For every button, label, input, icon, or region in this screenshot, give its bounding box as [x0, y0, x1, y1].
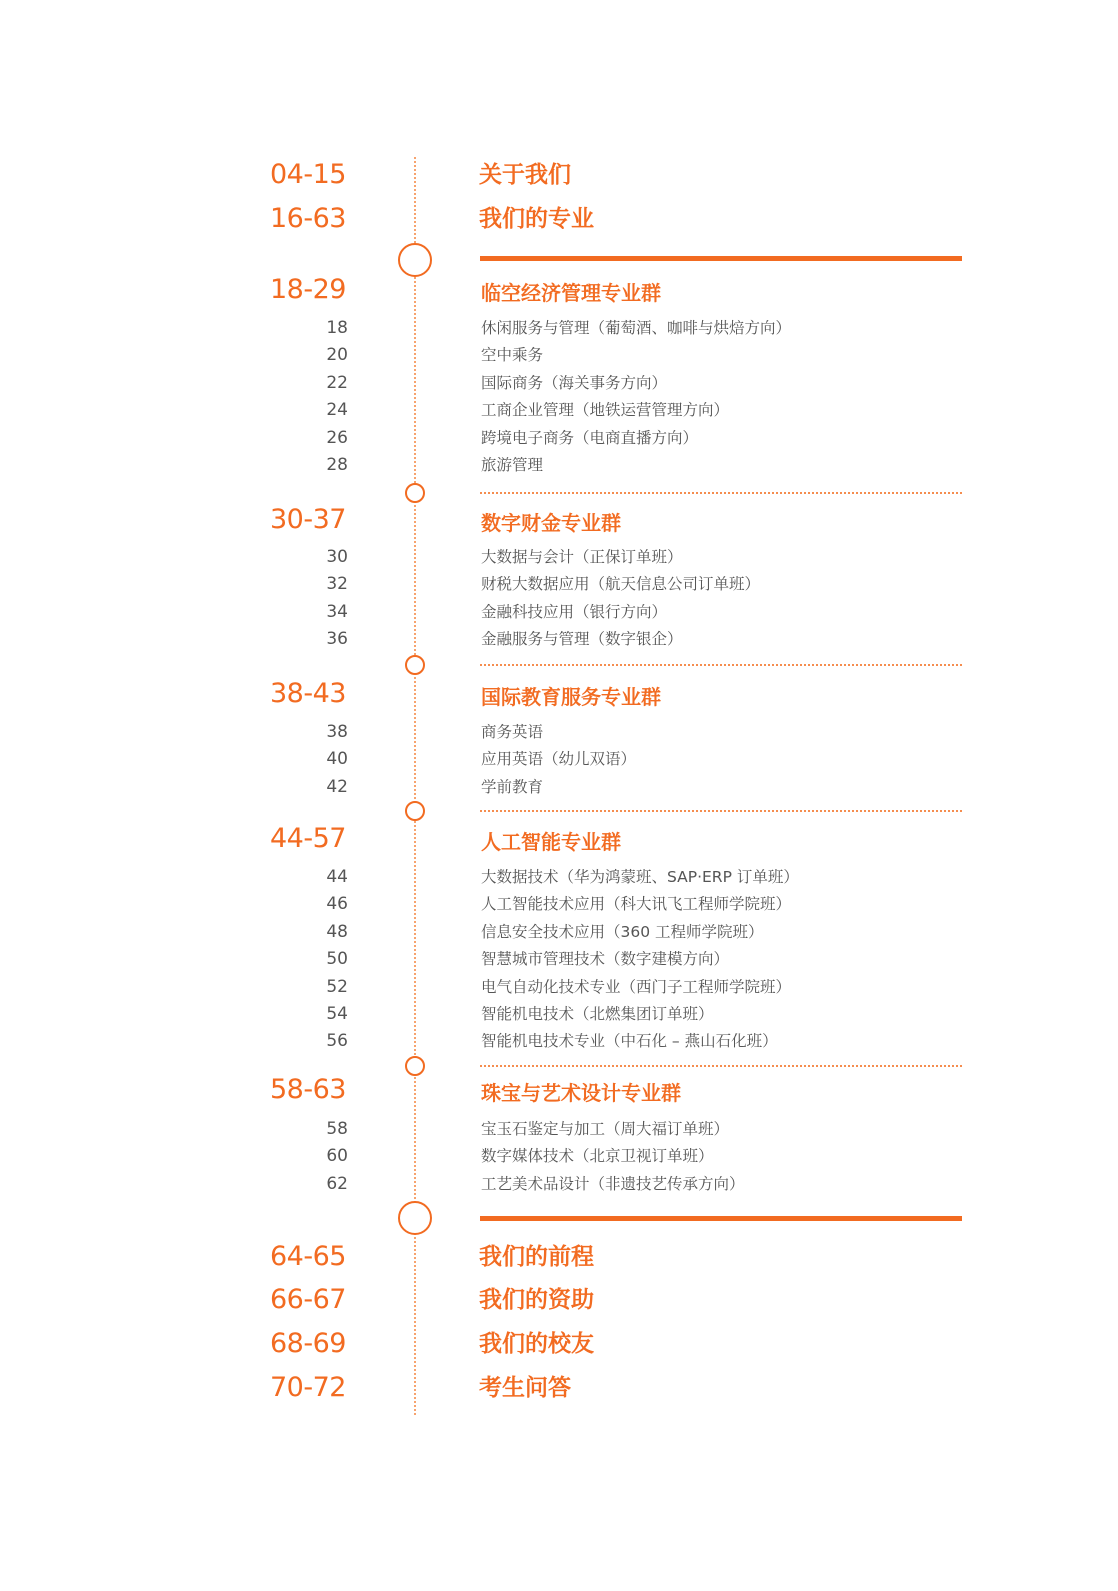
item-label[interactable]: 智能机电技术（北燃集团订单班） — [481, 1005, 714, 1023]
section-pages: 66-67 — [270, 1284, 346, 1315]
item-label[interactable]: 跨境电子商务（电商直播方向） — [481, 428, 699, 447]
item-page-number: 54 — [326, 1004, 348, 1024]
section-pages: 16-63 — [270, 203, 346, 234]
item-page-number: 36 — [326, 629, 348, 650]
item-label[interactable]: 大数据技术（华为鸿蒙班、SAP·ERP 订单班） — [481, 868, 799, 886]
section-pages: 04-15 — [270, 159, 346, 190]
item-page-number: 46 — [326, 894, 348, 915]
section-title[interactable]: 我们的前程 — [479, 1244, 594, 1270]
section-title[interactable]: 我们的校友 — [479, 1331, 594, 1357]
item-page-number: 24 — [326, 400, 348, 421]
item-page-number: 22 — [326, 372, 348, 393]
section-divider-bar — [480, 256, 962, 261]
section-title[interactable]: 关于我们 — [479, 162, 571, 188]
section-pages: 70-72 — [270, 1372, 346, 1403]
group-title[interactable]: 珠宝与艺术设计专业群 — [481, 1081, 681, 1105]
item-page-number: 34 — [326, 601, 348, 622]
section-title[interactable]: 我们的专业 — [479, 206, 594, 232]
item-page-number: 48 — [326, 921, 348, 942]
item-page-number: 32 — [326, 574, 348, 595]
section-title[interactable]: 我们的资助 — [479, 1287, 594, 1313]
section-pages: 64-65 — [270, 1241, 346, 1272]
item-label[interactable]: 商务英语 — [481, 723, 544, 741]
group-title[interactable]: 国际教育服务专业群 — [481, 685, 661, 709]
item-label[interactable]: 智能机电技术专业（中石化 – 燕山石化班） — [481, 1032, 778, 1051]
group-pages: 18-29 — [270, 274, 346, 305]
item-page-number: 44 — [326, 867, 348, 887]
item-label[interactable]: 智慧城市管理技术（数字建模方向） — [481, 950, 730, 969]
small-circle-marker — [405, 1056, 425, 1076]
item-page-number: 40 — [326, 749, 348, 770]
item-page-number: 42 — [326, 776, 348, 797]
item-label[interactable]: 旅游管理 — [481, 456, 544, 474]
item-page-number: 18 — [326, 318, 348, 338]
item-label[interactable]: 工商企业管理（地铁运营管理方向） — [481, 401, 730, 420]
dotted-separator — [480, 492, 962, 494]
group-pages: 44-57 — [270, 823, 346, 854]
section-divider-bar — [480, 1216, 962, 1221]
item-label[interactable]: 宝玉石鉴定与加工（周大福订单班） — [481, 1120, 730, 1138]
item-page-number: 38 — [326, 722, 348, 742]
small-circle-marker — [405, 483, 425, 503]
group-pages: 58-63 — [270, 1074, 346, 1105]
item-page-number: 26 — [326, 427, 348, 448]
item-label[interactable]: 大数据与会计（正保订单班） — [481, 548, 683, 566]
item-label[interactable]: 休闲服务与管理（葡萄酒、咖啡与烘焙方向） — [481, 319, 792, 337]
item-page-number: 62 — [326, 1173, 348, 1194]
item-label[interactable]: 工艺美术品设计（非遗技艺传承方向） — [481, 1174, 745, 1193]
item-page-number: 28 — [326, 455, 348, 475]
group-pages: 38-43 — [270, 678, 346, 709]
group-pages: 30-37 — [270, 504, 346, 535]
item-label[interactable]: 应用英语（幼儿双语） — [481, 750, 637, 769]
item-label[interactable]: 信息安全技术应用（360 工程师学院班） — [481, 922, 764, 941]
item-label[interactable]: 金融科技应用（银行方向） — [481, 602, 668, 621]
item-page-number: 30 — [326, 547, 348, 567]
group-title[interactable]: 数字财金专业群 — [481, 511, 621, 535]
item-page-number: 56 — [326, 1031, 348, 1052]
small-circle-marker — [405, 801, 425, 821]
dotted-separator — [480, 810, 962, 812]
item-page-number: 50 — [326, 949, 348, 970]
item-page-number: 60 — [326, 1146, 348, 1167]
item-label[interactable]: 电气自动化技术专业（西门子工程师学院班） — [481, 977, 792, 996]
large-circle-marker — [398, 1201, 432, 1235]
group-title[interactable]: 人工智能专业群 — [481, 830, 621, 854]
item-label[interactable]: 学前教育 — [481, 777, 544, 796]
item-label[interactable]: 人工智能技术应用（科大讯飞工程师学院班） — [481, 895, 792, 914]
item-label[interactable]: 数字媒体技术（北京卫视订单班） — [481, 1147, 714, 1166]
small-circle-marker — [405, 655, 425, 675]
item-page-number: 20 — [326, 345, 348, 366]
large-circle-marker — [398, 243, 432, 277]
section-pages: 68-69 — [270, 1328, 346, 1359]
item-page-number: 58 — [326, 1119, 348, 1139]
group-title[interactable]: 临空经济管理专业群 — [481, 281, 661, 305]
item-label[interactable]: 财税大数据应用（航天信息公司订单班） — [481, 575, 761, 594]
item-label[interactable]: 国际商务（海关事务方向） — [481, 373, 668, 392]
item-label[interactable]: 金融服务与管理（数字银企） — [481, 630, 683, 649]
dotted-separator — [480, 1065, 962, 1067]
item-page-number: 52 — [326, 976, 348, 997]
section-title[interactable]: 考生问答 — [479, 1375, 571, 1401]
item-label[interactable]: 空中乘务 — [481, 346, 544, 365]
dotted-separator — [480, 664, 962, 666]
